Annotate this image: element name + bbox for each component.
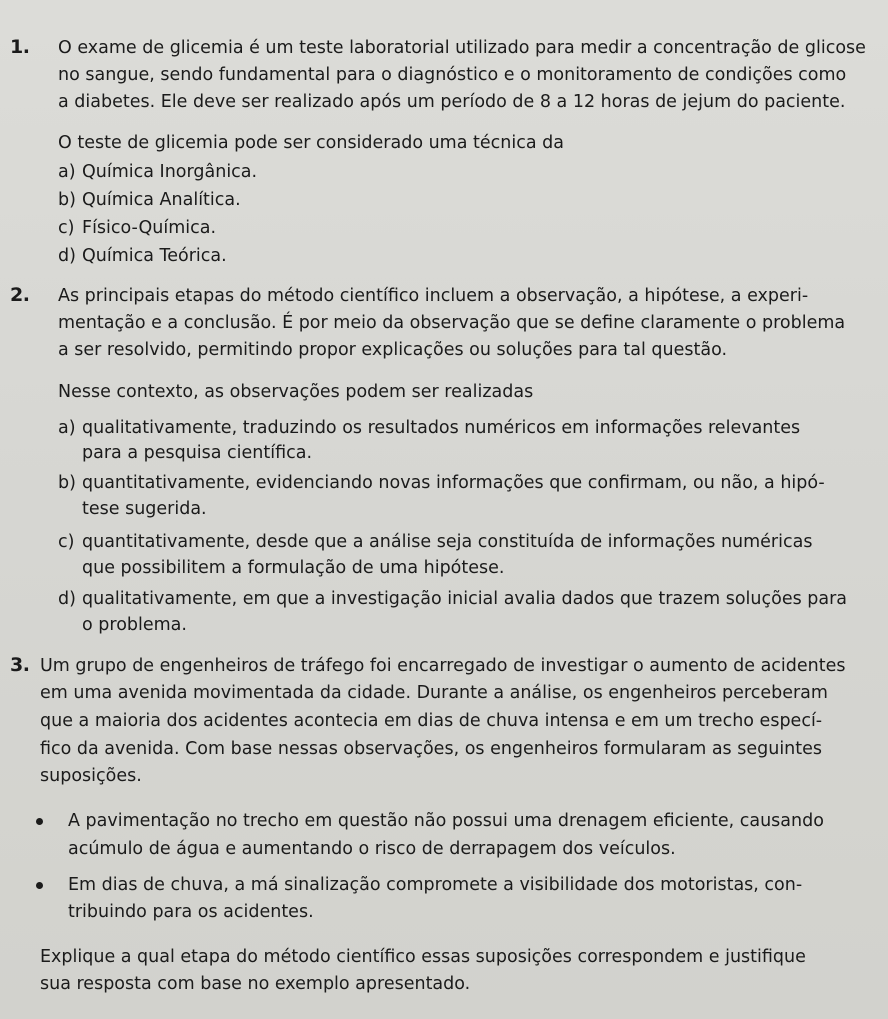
question-prompt: Nesse contexto, as observações podem ser realizadas (58, 382, 534, 402)
option-letter: d) (58, 246, 76, 266)
option-text: qualitativamente, traduzindo os resultados numéricos em informações relevantes (82, 418, 801, 438)
option-c (58, 530, 812, 554)
option-letter: d) (58, 589, 76, 609)
option-a (58, 416, 800, 440)
option-c-continued: que possibilitem a formulação de uma hipótese. (82, 558, 505, 578)
option-d (58, 244, 227, 268)
option-b-continued: tese sugerida. (82, 499, 207, 519)
question-text-line: que a maioria dos acidentes acontecia em dias de chuva intensa e em um trecho especí- (40, 711, 823, 731)
option-c (58, 216, 216, 240)
question-text-line: Um grupo de engenheiros de tráfego foi encarregado de investigar o aumento de acidentes (40, 656, 846, 676)
option-b (58, 471, 825, 495)
bullet-icon (36, 818, 43, 825)
supposition-2-continued: tribuindo para os acidentes. (68, 902, 314, 922)
question-prompt: O teste de glicemia pode ser considerado uma técnica da (58, 133, 564, 153)
question-number: 1. (10, 36, 30, 58)
option-text: quantitativamente, desde que a análise seja constituída de informações numéricas (82, 532, 813, 552)
supposition-1-continued: acúmulo de água e aumentando o risco de derrapagem dos veículos. (68, 839, 676, 859)
option-letter: a) (58, 418, 76, 438)
question-text-line: mentação e a conclusão. É por meio da observação que se define claramente o problema (58, 313, 846, 333)
question-text-line: no sangue, sendo fundamental para o diagnóstico e o monitoramento de condições como (58, 65, 847, 85)
option-text: qualitativamente, em que a investigação inicial avalia dados que trazem soluções para (82, 589, 848, 609)
question-text-line: O exame de glicemia é um teste laboratorial utilizado para medir a concentração de glicose (58, 38, 866, 58)
question-text-line: fico da avenida. Com base nessas observações, os engenheiros formularam as seguintes (40, 739, 823, 759)
question-number: 2. (10, 284, 30, 306)
supposition-2: Em dias de chuva, a má sinalização compromete a visibilidade dos motoristas, con- (68, 875, 803, 895)
option-letter: b) (58, 190, 76, 210)
question-text-line: a diabetes. Ele deve ser realizado após um período de 8 a 12 horas de jejum do paciente. (58, 92, 846, 112)
option-text: Química Inorgânica. (82, 162, 258, 182)
question-prompt: Explique a qual etapa do método científico essas suposições correspondem e justifique (40, 947, 806, 967)
option-text: quantitativamente, evidenciando novas informações que confirmam, ou não, a hipó- (82, 473, 825, 493)
option-letter: a) (58, 162, 76, 182)
option-a (58, 160, 257, 184)
option-letter: c) (58, 532, 75, 552)
option-a-continued: para a pesquisa científica. (82, 443, 313, 463)
option-b (58, 188, 241, 212)
option-text: Química Teórica. (82, 246, 227, 266)
option-text: Físico-Química. (82, 218, 217, 238)
option-text: Química Analítica. (82, 190, 241, 210)
question-prompt-continued: sua resposta com base no exemplo apresentado. (40, 974, 471, 994)
bullet-icon (36, 882, 43, 889)
question-text-line: em uma avenida movimentada da cidade. Durante a análise, os engenheiros perceberam (40, 683, 828, 703)
option-letter: c) (58, 218, 75, 238)
supposition-1: A pavimentação no trecho em questão não possui uma drenagem eficiente, causando (68, 811, 824, 831)
question-text-line: a ser resolvido, permitindo propor explicações ou soluções para tal questão. (58, 340, 728, 360)
question-text-line: suposições. (40, 766, 142, 786)
option-d (58, 587, 847, 611)
option-d-continued: o problema. (82, 615, 187, 635)
option-letter: b) (58, 473, 76, 493)
question-text-line: As principais etapas do método científico incluem a observação, a hipótese, a experi- (58, 286, 809, 306)
question-number: 3. (10, 654, 30, 676)
